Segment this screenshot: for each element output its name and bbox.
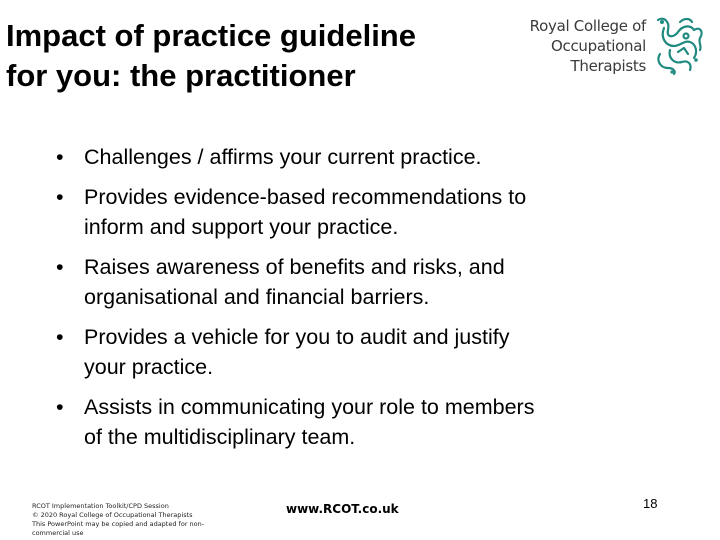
bullet-item (56, 142, 696, 172)
copyright-note (32, 502, 222, 538)
bullet-item (56, 392, 696, 452)
website-link[interactable]: www.RCOT.co.uk (286, 502, 399, 516)
bullet-line-continued: inform and support your practice. (84, 215, 399, 239)
bullet-marker: • (56, 145, 64, 169)
copyright-line-2: © 2020 Royal College of Occupational Therapists (32, 511, 193, 519)
logo-line-2: Occupational (550, 37, 646, 55)
heraldic-emblem-icon (650, 14, 706, 76)
bullet-item (56, 322, 696, 382)
bullet-line-continued: your practice. (84, 355, 214, 379)
copyright-line-4: commercial use (32, 529, 84, 537)
bullet-line: Raises awareness of benefits and risks, and (84, 255, 505, 279)
bullet-marker: • (56, 255, 64, 279)
bullet-item (56, 252, 696, 312)
bullet-marker: • (56, 325, 64, 349)
logo-line-1: Royal College of (529, 17, 646, 35)
copyright-line-3: This PowerPoint may be copied and adapted for non- (32, 520, 205, 528)
slide-title-line-2: for you: the practitioner (6, 58, 356, 93)
rcot-logo (529, 14, 706, 78)
bullet-line-continued: of the multidisciplinary team. (84, 425, 356, 449)
page-number: 18 (643, 496, 658, 511)
bullet-line: Provides a vehicle for you to audit and justify (84, 325, 510, 349)
logo-wordmark (530, 16, 646, 76)
copyright-line-1: RCOT Implementation Toolkit/CPD Session (32, 502, 169, 510)
bullet-line: Assists in communicating your role to members (84, 395, 535, 419)
slide-title (6, 16, 506, 96)
logo-line-3: Therapists (570, 57, 646, 75)
bullet-list (56, 142, 696, 462)
slide-title-line-1: Impact of practice guideline (6, 18, 416, 53)
bullet-item (56, 182, 696, 242)
bullet-marker: • (56, 185, 64, 209)
bullet-line: Provides evidence-based recommendations to (84, 185, 527, 209)
bullet-marker: • (56, 395, 64, 419)
bullet-line: Challenges / affirms your current practice. (84, 145, 482, 169)
bullet-line-continued: organisational and financial barriers. (84, 285, 430, 309)
